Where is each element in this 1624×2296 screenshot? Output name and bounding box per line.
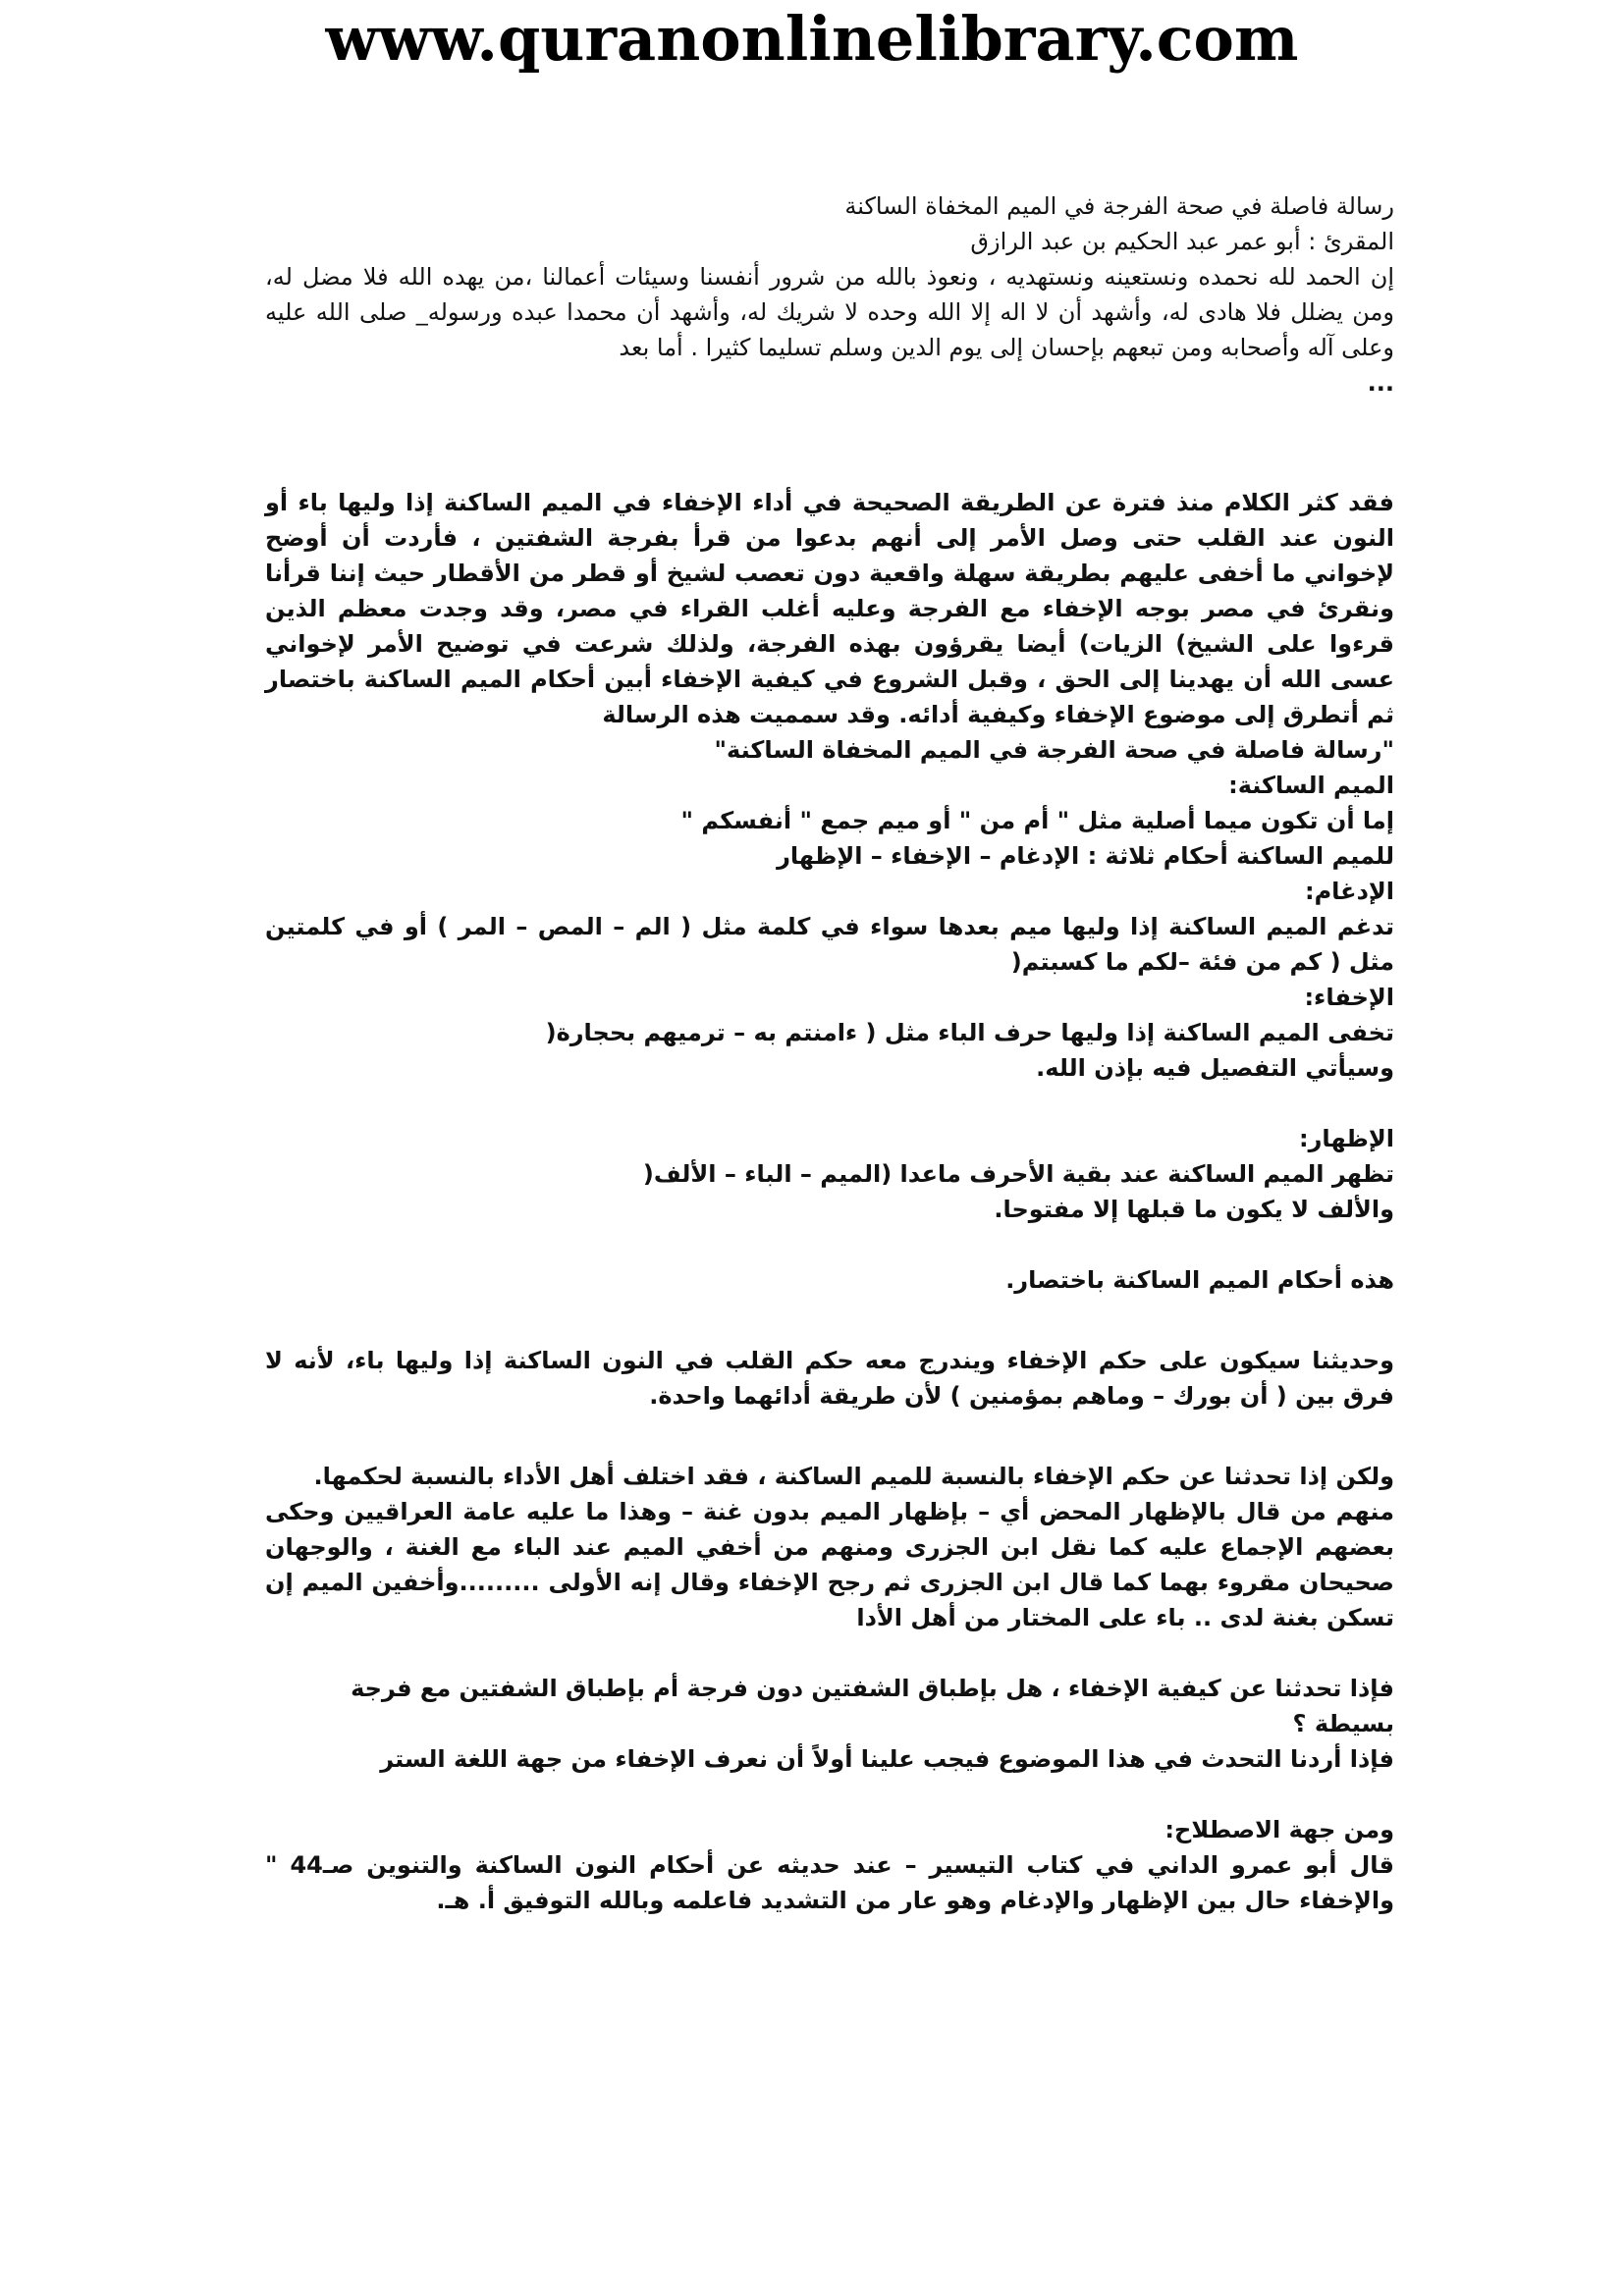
paragraph-difference: ولكن إذا تحدثنا عن حكم الإخفاء بالنسبة للميم الساكنة ، فقد اختلف أهل الأداء بالنسبة لحكمها. [313, 1463, 1394, 1490]
paragraph-opinions: منهم من قال بالإظهار المحض أي – بإظهار الميم بدون غنة – وهذا ما عليه عامة العراقيين وحكى بعضهم الإجماع عليه كما نقل ابن الجزرى ومنهم من أخفي الميم عند الباء مع الغنة ، والوجهان صحيحان مقروء بهما كما قال ابن الجزرى ثم رجح الإخفاء وقال إنه الأولى .........وأخفين الميم إن تسكن بغنة لدى .. باء على المختار من أهل الأدا [265, 1498, 1394, 1631]
summary-line: هذه أحكام الميم الساكنة باختصار. [1005, 1266, 1394, 1294]
idgham-text: تدغم الميم الساكنة إذا وليها ميم بعدها سواء في كلمة مثل ( الم – المص – المر ) أو في كلمتين مثل ( كم من فئة –لكم ما كسبتم( [265, 913, 1394, 976]
question-line-2: فإذا أردنا التحدث في هذا الموضوع فيجب علينا أولاً أن نعرف الإخفاء من جهة اللغة الستر [380, 1745, 1394, 1773]
heading-idgham: الإدغام: [1304, 878, 1394, 905]
ikhfa-text-2: وسيأتي التفصيل فيه بإذن الله. [1036, 1054, 1394, 1082]
paragraph-qalb: وحديثنا سيكون على حكم الإخفاء ويندرج معه حكم القلب في النون الساكنة إذا وليها باء، لأنه لا فرق بين ( أن بورك – وماهم بمؤمنين ) لأن طريقة أدائهما واحدة. [265, 1347, 1394, 1410]
intro-paragraph: إن الحمد لله نحمده ونستعينه ونستهديه ، ونعوذ بالله من شرور أنفسنا وسيئات أعمالنا ،من يهده الله فلا مضل له، ومن يضلل فلا هادى له، وأشهد أن لا اله إلا الله وحده لا شريك له، وأشهد أن محمدا عبده ورسوله_ صلى الله عليه وعلى آله وأصحابه ومن تبعهم بإحسان إلى يوم الدين وسلم تسليما كثيرا . أما بعد [265, 263, 1394, 361]
question-line-1: فإذا تحدثنا عن كيفية الإخفاء ، هل بإطباق الشفتين دون فرجة أم بإطباق الشفتين مع فرجة بسيطة ؟ [351, 1675, 1394, 1737]
heading-ikhfa: الإخفاء: [1304, 984, 1394, 1011]
meem-types: إما أن تكون ميما أصلية مثل " أم من " أو ميم جمع " أنفسكم " [680, 807, 1394, 834]
document-body [265, 188, 1394, 1918]
heading-istilah: ومن جهة الاصطلاح: [1164, 1816, 1394, 1843]
document-title: رسالة فاصلة في صحة الفرجة في الميم المخفاة الساكنة [844, 192, 1394, 220]
site-url-header: www.quranonlinelibrary.com [325, 3, 1299, 75]
heading-meem-sakinah: الميم الساكنة: [1228, 772, 1394, 799]
istilah-text: قال أبو عمرو الداني في كتاب التيسير – عند حديثه عن أحكام النون الساكنة والتنوين صـ44 " والإخفاء حال بين الإظهار والإدغام وهو عار من التشديد فاعلمه وبالله التوفيق أ. هـ. [265, 1851, 1394, 1914]
ikhfa-text-1: تخفى الميم الساكنة إذا وليها حرف الباء مثل ( ءامنتم به – ترميهم بحجارة( [545, 1019, 1394, 1046]
intro-ellipsis: ... [1367, 369, 1394, 397]
izhar-text-1: تظهر الميم الساكنة عند بقية الأحرف ماعدا (الميم – الباء – الألف( [642, 1160, 1394, 1188]
heading-izhar: الإظهار: [1299, 1125, 1394, 1152]
meem-rules: للميم الساكنة أحكام ثلاثة : الإدغام – الإخفاء – الإظهار [777, 842, 1394, 870]
paragraph-opening: فقد كثر الكلام منذ فترة عن الطريقة الصحيحة في أداء الإخفاء في الميم الساكنة إذا وليها باء أو النون عند القلب حتى وصل الأمر إلى أنهم بدعوا من قرأ بفرجة الشفتين ، فأردت أن أوضح لإخواني ما أخفى عليهم بطريقة سهلة واقعية دون تعصب لشيخ أو قطر من الأقطار حيث إننا قرأنا ونقرئ في مصر بوجه الإخفاء مع الفرجة وعليه أغلب القراء في مصر، وقد وجدت معظم الذين قرءوا على الشيخ) الزيات) أيضا يقرؤون بهذه الفرجة، ولذلك شرعت في توضيح الأمر لإخواني عسى الله أن يهدينا إلى الحق ، وقبل الشروع في كيفية الإخفاء أبين أحكام الميم الساكنة باختصار ثم أتطرق إلى موضوع الإخفاء وكيفية أدائه. وقد سمميت هذه الرسالة [265, 489, 1394, 728]
izhar-text-2: والألف لا يكون ما قبلها إلا مفتوحا. [994, 1196, 1394, 1223]
document-author: المقرئ : أبو عمر عبد الحكيم بن عبد الرازق [970, 228, 1394, 255]
title-quote: "رسالة فاصلة في صحة الفرجة في الميم المخفاة الساكنة" [714, 736, 1394, 764]
